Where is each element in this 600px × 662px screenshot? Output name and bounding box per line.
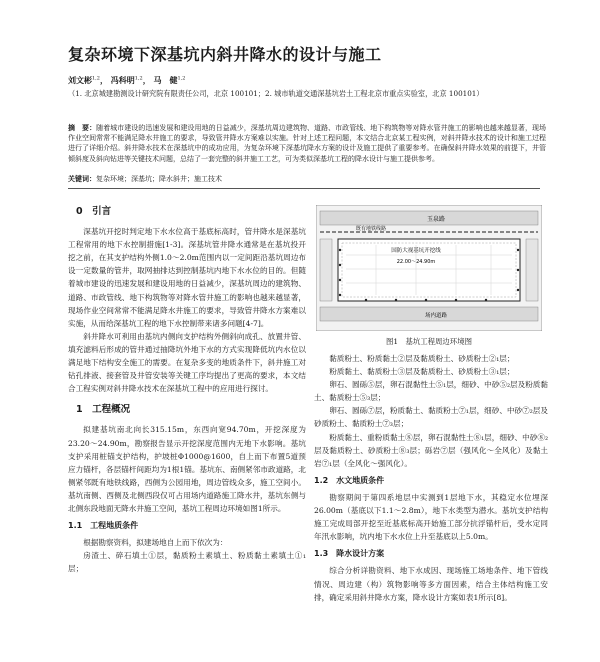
site-plan-drawing [316,205,542,331]
author-affil-sup: 1,2 [92,75,100,82]
keywords [68,174,538,184]
abstract-label: 摘 要： [68,124,97,132]
paragraph: 勘察期间于第四系地层中实测到1层地下水，其稳定水位埋深26.00m（基底以下1.1～2.8m），地下水类型为潜水。基坑支护结构施工完成局部开挖至近基底标高开始施工部分抗浮锚杆后，受水定同年汛水影响，坑内地下水水位上升至基底以上5.0m。 [314,492,548,542]
abstract-tail: 在确保斜井降水效果的前提下，井管倾斜度及斜向钻进等关键技术问题，总结了一套完整的斜井施工工艺，可为类似深基坑工程的降水设计与施工提供参考。 [68,144,547,163]
paragraph: 拟建基坑南北向长315.15m，东西向宽94.70m，开挖深度为23.20～24.90m，勘察报告显示开挖深度范围内无地下水影响。基坑支护采用桩锚支护结构，护坡桩Φ1000@1600，自上而下布置5道预应力锚杆，各层锚杆间距均为1根1锚。基坑东、南侧紧邻市政道路，北侧紧邻既有地铁线路，西侧为公园用地，周边管线众多，施工空间小。基坑南侧、西侧及北侧西段仅可占用场内道路施工降水井，基坑东侧与北侧东段地面无降水井施工空间，基坑工程周边环境如图1所示。 [68,425,306,513]
subway-label: 既有地铁线路 [356,226,387,232]
subsection-heading-hydrogeology: 1.2 水文地质条件 [314,475,385,485]
author-affil-sup: 1,2 [134,75,143,82]
paragraph: 深基坑开挖时判定地下水水位高于基底标高时，管井降水是深基坑工程常用的地下水控制措施[1-3]。深基坑管井降水通常是在基坑投开挖之前，在其支护结构外侧1.0～2.0m范围内以一定间距沿基坑周边布设一定数量的管井，取网抽排达到控制基坑内地下水水位的目的。但随着城市建设的迅速发展和建设用地的日益减少，深基坑周边的建筑物、道路、市政管线、地下构筑物等对降水管井施工的影响也越来越显著，现场作业空间常常不能满足降水井施工的要求，导致管井降水方案难以实施，从而给深基坑工程的地下水控制带来诸多问题[4-7]。 [68,227,306,328]
author-name: 冯科明 [110,75,135,85]
site-plan-figure [316,205,542,331]
affiliation: （1. 北京城建勘测设计研究院有限责任公司，北京 100101；2. 城市轨道交通深基坑岩土工程北京市重点实验室，北京 100101） [68,89,484,98]
paper-title: 复杂环境下深基坑内斜井降水的设计与施工 [68,45,382,64]
paragraph: 房渣土、碎石填土①层，黏质粉土素填土、粉质黏土素填土①₁层； [68,551,306,574]
header-divider [68,188,540,189]
right-column [314,352,548,604]
section-heading-overview: 1 工程概况 [76,404,131,416]
author-name: 马 健 [153,75,178,85]
keywords-label: 关键词： [68,175,96,183]
inner-road-label: 场内道路 [424,313,448,319]
pit-depth-label: 22.00～24.90m [396,259,436,265]
paragraph: 黏质粉土、粉质黏土②层及黏质粉土、砂质粉土②₁层； [329,354,515,363]
paragraph: 卵石、圆砾⑦层，粉质黏土、黏质粉土⑦₁层，细砂、中砂⑦₂层及砂质粉土、黏质粉土⑦₃层； [314,406,548,429]
paragraph: 粉质黏土、重粉质黏土⑧层，卵石混黏性土⑧₁层，细砂、中砂⑧₂层及黏质粉土、砂质粉土⑧₃层；砾岩⑦层（强风化～全风化）及黏土岩⑦₁层（全风化～强风化）。 [314,432,548,468]
author-line: 刘文彬$^{1,2}$， 冯科明$^{1,2}$， 马 健$^{1,2}$ [68,75,186,85]
author-name: 刘文彬 [68,75,92,85]
left-column [68,205,306,575]
paragraph: 卵石、圆砾⑤层，卵石混黏性土⑤₁层，细砂、中砂⑤₂层及粉质黏土、黏质粉土⑤₃层； [314,380,548,403]
subsection-heading-geology: 1.1 工程地质条件 [68,521,139,531]
abstract-text: 随着城市建设的迅速发展和建设用地的日益减少，深基坑周边建筑物、道路、市政管线、地下构筑物等对降水管井施工的影响也越来越显著，现场作业空间常常不能满足降水井施工的要求，导致管井降水方案难以实施。针对上述工程问题，本文结合北京某工程实例，对斜井降水技术的设计和施工过程进行了详细介绍。斜井降水技术在深基坑中的成功应用，为复杂环境下深基坑降水方案的设计及施工提供了重要参考。 [68,124,547,153]
paragraph: 粉质黏土、黏质粉土③层及黏质粉土、砂质粉土③₁层； [329,367,515,377]
figure-caption: 图1 基坑工程周边环境图 [385,337,472,346]
road-label: 玉泉路 [426,216,446,223]
author-affil-sup: 1,2 [177,75,186,82]
paragraph: 综合分析详勘资料、地下水成因、现场施工场地条件、地下管线情况、周边建（构）筑物影响等多方面因素，结合主体结构施工安排，确定采用斜井降水方案，降水设计方案如表1所示[8]。 [314,566,548,602]
pit-name-label: 国防大视基坑开挖线 [391,248,441,254]
paragraph: 斜井降水可利用由基坑内侧向支护结构外侧斜向成孔、放置井管、填充滤料后形成的管井通过抽降坑外地下水的方式实现降低坑内水位以满足地下结构安全施工的需要。在复杂多变的地质条件下，斜井施工对钻孔排液、接套管及井管安装等关键工序均提出了更高的要求，本文结合工程实例对斜井降水技术在深基坑工程中的应用进行探讨。 [68,331,306,394]
section-heading-intro: 0 引言 [76,206,112,217]
abstract [68,123,546,164]
paragraph: 根据勘察资料，拟建场地自上而下依次为： [83,538,228,548]
keywords-text: 复杂环境；深基坑；降水斜井；施工技术 [96,175,222,183]
subsection-heading-design: 1.3 降水设计方案 [314,549,385,559]
